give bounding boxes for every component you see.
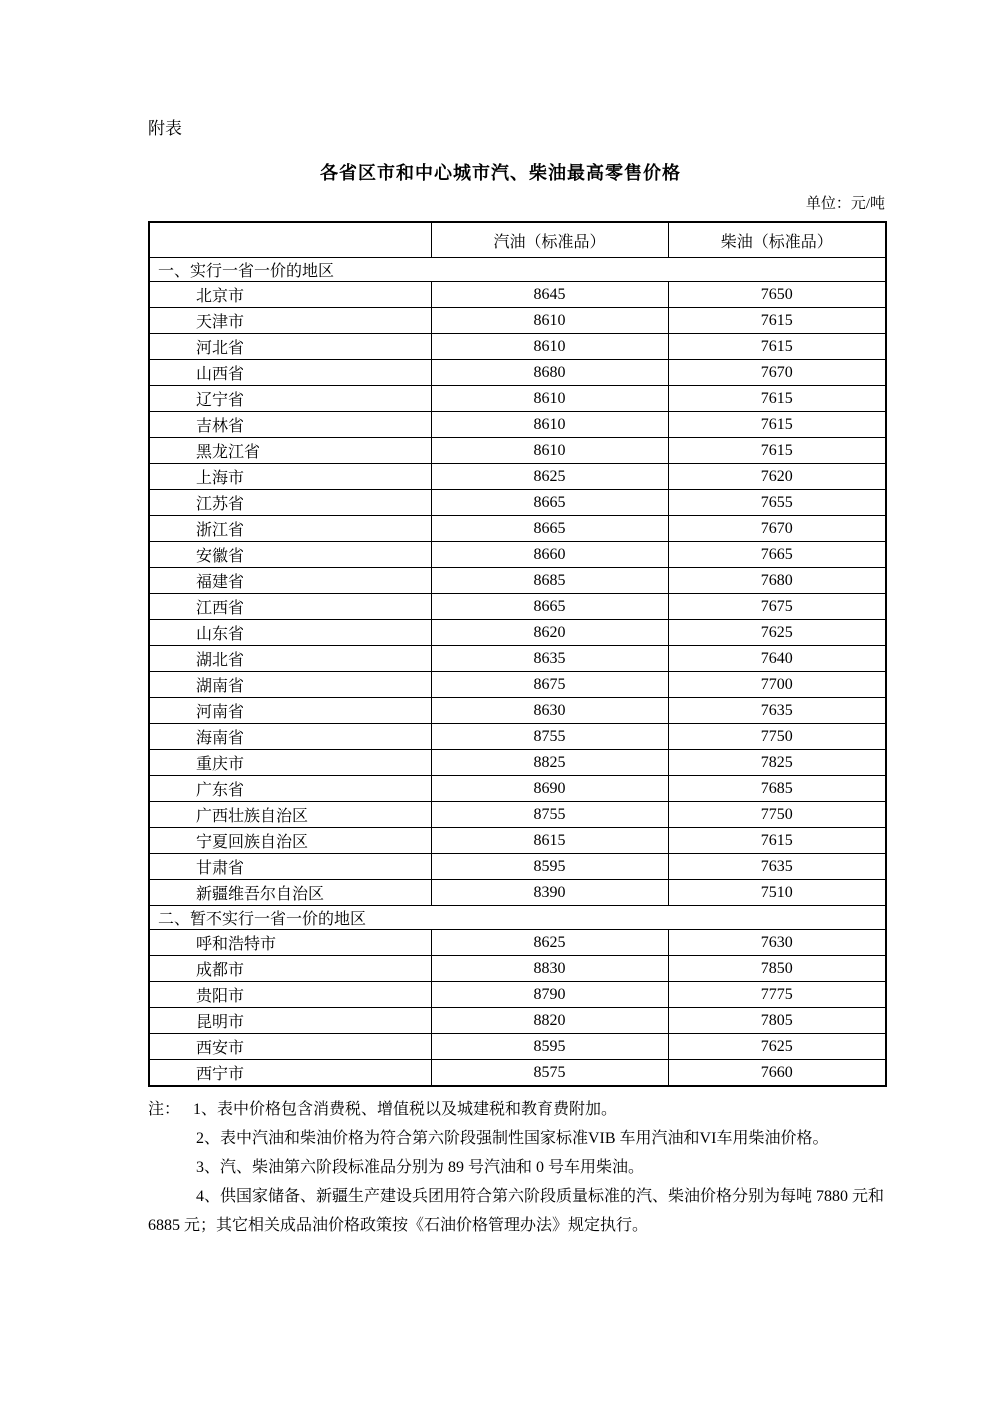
diesel-price-cell: 7825 xyxy=(668,750,886,776)
table-row xyxy=(149,620,886,646)
gasoline-price-cell: 8595 xyxy=(431,854,668,880)
diesel-price-cell: 7615 xyxy=(668,438,886,464)
column-header-gasoline: 汽油（标准品） xyxy=(431,222,668,258)
diesel-price-cell: 7510 xyxy=(668,880,886,906)
table-row xyxy=(149,724,886,750)
gasoline-price-cell: 8830 xyxy=(431,956,668,982)
region-cell: 吉林省 xyxy=(149,412,431,438)
section-header: 一、实行一省一价的地区 xyxy=(149,258,886,282)
region-cell: 辽宁省 xyxy=(149,386,431,412)
gasoline-price-cell: 8660 xyxy=(431,542,668,568)
table-row xyxy=(149,464,886,490)
gasoline-price-cell: 8665 xyxy=(431,594,668,620)
table-row xyxy=(149,1008,886,1034)
table-row xyxy=(149,698,886,724)
section-header-row xyxy=(149,258,886,282)
gasoline-price-cell: 8755 xyxy=(431,802,668,828)
diesel-price-cell: 7775 xyxy=(668,982,886,1008)
diesel-price-cell: 7615 xyxy=(668,334,886,360)
region-cell: 甘肃省 xyxy=(149,854,431,880)
gasoline-price-cell: 8820 xyxy=(431,1008,668,1034)
page-title: 各省区市和中心城市汽、柴油最高零售价格 xyxy=(320,163,681,183)
gasoline-price-cell: 8685 xyxy=(431,568,668,594)
notes-section xyxy=(148,1095,885,1240)
table-row xyxy=(149,750,886,776)
price-table xyxy=(148,221,887,1087)
table-row xyxy=(149,568,886,594)
table-row xyxy=(149,930,886,956)
region-cell: 黑龙江省 xyxy=(149,438,431,464)
gasoline-price-cell: 8645 xyxy=(431,282,668,308)
gasoline-price-cell: 8630 xyxy=(431,698,668,724)
table-row xyxy=(149,646,886,672)
gasoline-price-cell: 8610 xyxy=(431,438,668,464)
gasoline-price-cell: 8610 xyxy=(431,308,668,334)
region-cell: 广东省 xyxy=(149,776,431,802)
diesel-price-cell: 7625 xyxy=(668,620,886,646)
gasoline-price-cell: 8825 xyxy=(431,750,668,776)
table-row xyxy=(149,308,886,334)
diesel-price-cell: 7620 xyxy=(668,464,886,490)
diesel-price-cell: 7635 xyxy=(668,698,886,724)
table-row xyxy=(149,334,886,360)
gasoline-price-cell: 8680 xyxy=(431,360,668,386)
gasoline-price-cell: 8665 xyxy=(431,516,668,542)
gasoline-price-cell: 8625 xyxy=(431,930,668,956)
diesel-price-cell: 7660 xyxy=(668,1060,886,1087)
region-cell: 成都市 xyxy=(149,956,431,982)
attachment-label: 附表 xyxy=(148,119,182,138)
table-header-row xyxy=(149,222,886,258)
diesel-price-cell: 7670 xyxy=(668,360,886,386)
table-row xyxy=(149,854,886,880)
note-item-2: 2、表中汽油和柴油价格为符合第六阶段强制性国家标准VIB 车用汽油和VI车用柴油价格。 xyxy=(196,1130,829,1147)
diesel-price-cell: 7805 xyxy=(668,1008,886,1034)
table-row xyxy=(149,982,886,1008)
gasoline-price-cell: 8575 xyxy=(431,1060,668,1087)
diesel-price-cell: 7650 xyxy=(668,282,886,308)
note-item-1: 1、表中价格包含消费税、增值税以及城建税和教育费附加。 xyxy=(193,1101,618,1118)
region-cell: 江苏省 xyxy=(149,490,431,516)
diesel-price-cell: 7675 xyxy=(668,594,886,620)
region-cell: 西宁市 xyxy=(149,1060,431,1087)
note-item-4: 4、供国家储备、新疆生产建设兵团用符合第六阶段质量标准的汽、柴油价格分别为每吨 7880 元和 6885 元；其它相关成品油价格政策按《石油价格管理办法》规定执行。 xyxy=(148,1188,885,1234)
note-item-3: 3、汽、柴油第六阶段标准品分别为 89 号汽油和 0 号车用柴油。 xyxy=(196,1159,645,1176)
gasoline-price-cell: 8620 xyxy=(431,620,668,646)
region-cell: 宁夏回族自治区 xyxy=(149,828,431,854)
table-row xyxy=(149,282,886,308)
diesel-price-cell: 7685 xyxy=(668,776,886,802)
table-row xyxy=(149,516,886,542)
region-cell: 浙江省 xyxy=(149,516,431,542)
region-cell: 广西壮族自治区 xyxy=(149,802,431,828)
region-cell: 福建省 xyxy=(149,568,431,594)
notes-label: 注： xyxy=(148,1101,181,1118)
region-cell: 湖南省 xyxy=(149,672,431,698)
gasoline-price-cell: 8390 xyxy=(431,880,668,906)
region-cell: 河南省 xyxy=(149,698,431,724)
note-line-1 xyxy=(148,1095,885,1124)
diesel-price-cell: 7750 xyxy=(668,724,886,750)
gasoline-price-cell: 8675 xyxy=(431,672,668,698)
gasoline-price-cell: 8755 xyxy=(431,724,668,750)
gasoline-price-cell: 8610 xyxy=(431,412,668,438)
gasoline-price-cell: 8610 xyxy=(431,334,668,360)
document-content xyxy=(148,0,885,1240)
region-cell: 天津市 xyxy=(149,308,431,334)
region-cell: 呼和浩特市 xyxy=(149,930,431,956)
gasoline-price-cell: 8595 xyxy=(431,1034,668,1060)
diesel-price-cell: 7625 xyxy=(668,1034,886,1060)
table-row xyxy=(149,438,886,464)
region-cell: 贵阳市 xyxy=(149,982,431,1008)
diesel-price-cell: 7665 xyxy=(668,542,886,568)
table-row xyxy=(149,360,886,386)
diesel-price-cell: 7615 xyxy=(668,828,886,854)
table-row xyxy=(149,1060,886,1087)
region-cell: 重庆市 xyxy=(149,750,431,776)
diesel-price-cell: 7635 xyxy=(668,854,886,880)
diesel-price-cell: 7750 xyxy=(668,802,886,828)
diesel-price-cell: 7615 xyxy=(668,412,886,438)
region-cell: 河北省 xyxy=(149,334,431,360)
region-cell: 海南省 xyxy=(149,724,431,750)
region-cell: 上海市 xyxy=(149,464,431,490)
gasoline-price-cell: 8665 xyxy=(431,490,668,516)
section-header-row xyxy=(149,906,886,930)
column-header-diesel: 柴油（标准品） xyxy=(668,222,886,258)
table-row xyxy=(149,880,886,906)
gasoline-price-cell: 8790 xyxy=(431,982,668,1008)
unit-label: 单位：元/吨 xyxy=(805,196,885,212)
diesel-price-cell: 7700 xyxy=(668,672,886,698)
diesel-price-cell: 7670 xyxy=(668,516,886,542)
table-row xyxy=(149,594,886,620)
region-cell: 西安市 xyxy=(149,1034,431,1060)
column-header-region xyxy=(149,222,431,258)
diesel-price-cell: 7640 xyxy=(668,646,886,672)
table-row xyxy=(149,672,886,698)
region-cell: 山西省 xyxy=(149,360,431,386)
table-row xyxy=(149,386,886,412)
price-table-body xyxy=(149,258,886,1087)
diesel-price-cell: 7655 xyxy=(668,490,886,516)
region-cell: 山东省 xyxy=(149,620,431,646)
diesel-price-cell: 7615 xyxy=(668,308,886,334)
diesel-price-cell: 7630 xyxy=(668,930,886,956)
gasoline-price-cell: 8690 xyxy=(431,776,668,802)
table-row xyxy=(149,776,886,802)
region-cell: 安徽省 xyxy=(149,542,431,568)
region-cell: 北京市 xyxy=(149,282,431,308)
diesel-price-cell: 7850 xyxy=(668,956,886,982)
table-row xyxy=(149,802,886,828)
region-cell: 新疆维吾尔自治区 xyxy=(149,880,431,906)
table-row xyxy=(149,956,886,982)
table-row xyxy=(149,542,886,568)
gasoline-price-cell: 8615 xyxy=(431,828,668,854)
region-cell: 江西省 xyxy=(149,594,431,620)
section-header: 二、暂不实行一省一价的地区 xyxy=(149,906,886,930)
diesel-price-cell: 7680 xyxy=(668,568,886,594)
table-row xyxy=(149,1034,886,1060)
gasoline-price-cell: 8625 xyxy=(431,464,668,490)
gasoline-price-cell: 8610 xyxy=(431,386,668,412)
region-cell: 湖北省 xyxy=(149,646,431,672)
region-cell: 昆明市 xyxy=(149,1008,431,1034)
table-row xyxy=(149,490,886,516)
table-row xyxy=(149,412,886,438)
table-row xyxy=(149,828,886,854)
diesel-price-cell: 7615 xyxy=(668,386,886,412)
gasoline-price-cell: 8635 xyxy=(431,646,668,672)
